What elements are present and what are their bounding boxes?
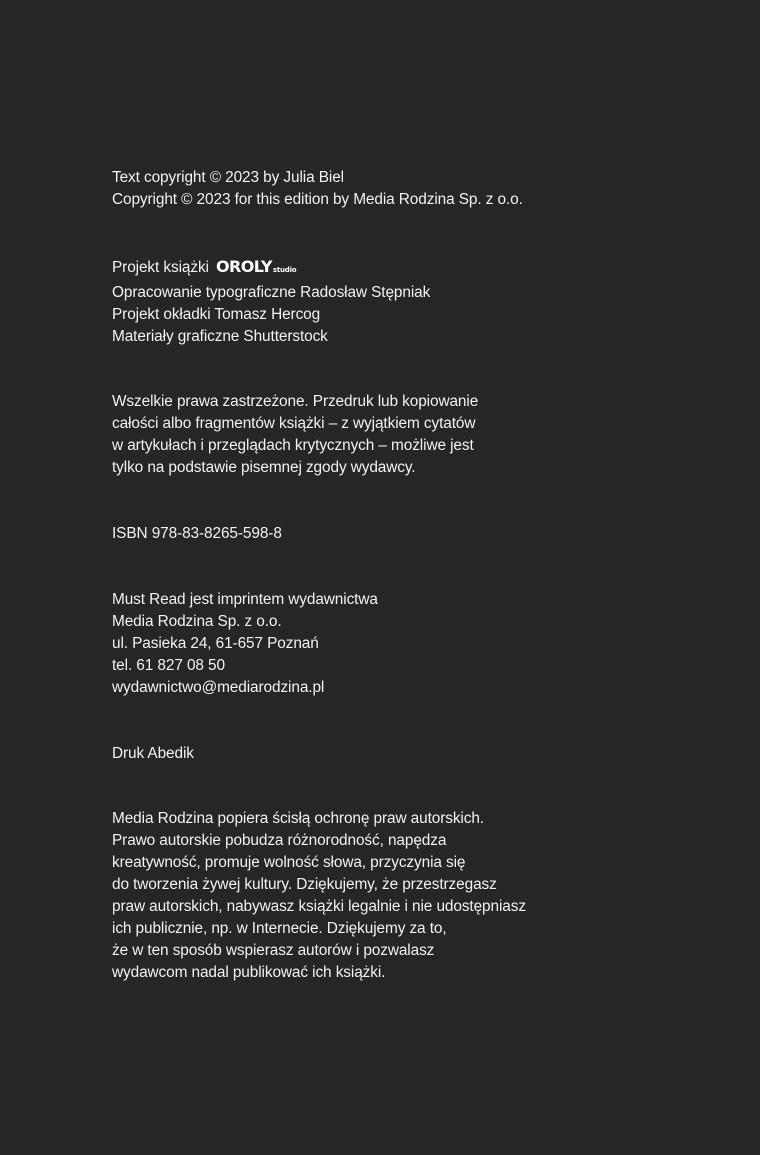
edition-copyright-line: Copyright © 2023 for this edition by Media Rodzina Sp. z o.o.	[112, 190, 523, 208]
support-line: Prawo autorskie pobudza różnorodność, napędza	[112, 832, 447, 850]
book-design-line	[112, 256, 712, 282]
support-line: praw autorskich, nabywasz książki legalnie i nie udostępniasz	[112, 898, 526, 916]
book-design-label: Projekt książki	[112, 258, 209, 276]
publisher-email: wydawnictwo@mediarodzina.pl	[112, 678, 325, 696]
isbn-block	[112, 523, 712, 545]
imprint-line: Must Read jest imprintem wydawnictwa	[112, 590, 378, 608]
support-line: wydawcom nadal publikować ich książki.	[112, 963, 386, 981]
cover-design-credit-line: Projekt okładki Tomasz Hercog	[112, 305, 321, 323]
rights-line: w artykułach i przeglądach krytycznych – możliwe jest	[112, 437, 474, 455]
publisher-block	[112, 589, 712, 699]
publisher-name: Media Rodzina Sp. z o.o.	[112, 612, 282, 630]
typography-credit-line: Opracowanie typograficzne Radosław Stępniak	[112, 283, 431, 301]
rights-line: całości albo fragmentów książki – z wyjątkiem cytatów	[112, 415, 476, 433]
rights-line: Wszelkie prawa zastrzeżone. Przedruk lub kopiowanie	[112, 393, 479, 411]
support-line: Media Rodzina popiera ścisłą ochronę praw autorskich.	[112, 810, 484, 828]
support-line: że w ten sposób wspierasz autorów i pozwalasz	[112, 941, 435, 959]
copyright-support-block	[112, 808, 712, 983]
copyright-block	[112, 167, 712, 211]
support-line: do tworzenia żywej kultury. Dziękujemy, że przestrzegasz	[112, 876, 497, 894]
support-line: kreatywność, promuje wolność słowa, przyczynia się	[112, 854, 466, 872]
studio-logo	[216, 256, 296, 282]
printer-line: Druk Abedik	[112, 744, 194, 762]
studio-logo-sub: studio	[272, 265, 297, 274]
print-block	[112, 743, 712, 765]
publisher-address: ul. Pasieka 24, 61-657 Poznań	[112, 634, 319, 652]
support-line: ich publicznie, np. w Internecie. Dziękujemy za to,	[112, 919, 447, 937]
credits-block	[112, 256, 712, 348]
copyright-page	[112, 167, 712, 984]
text-copyright-line: Text copyright © 2023 by Julia Biel	[112, 169, 344, 186]
isbn-number: ISBN 978-83-8265-598-8	[112, 525, 282, 543]
studio-logo-main: OROLY	[216, 256, 272, 276]
rights-reserved-block	[112, 391, 712, 479]
rights-line: tylko na podstawie pisemnej zgody wydawcy.	[112, 459, 416, 477]
publisher-phone: tel. 61 827 08 50	[112, 656, 225, 674]
graphics-credit-line: Materiały graficzne Shutterstock	[112, 327, 328, 345]
